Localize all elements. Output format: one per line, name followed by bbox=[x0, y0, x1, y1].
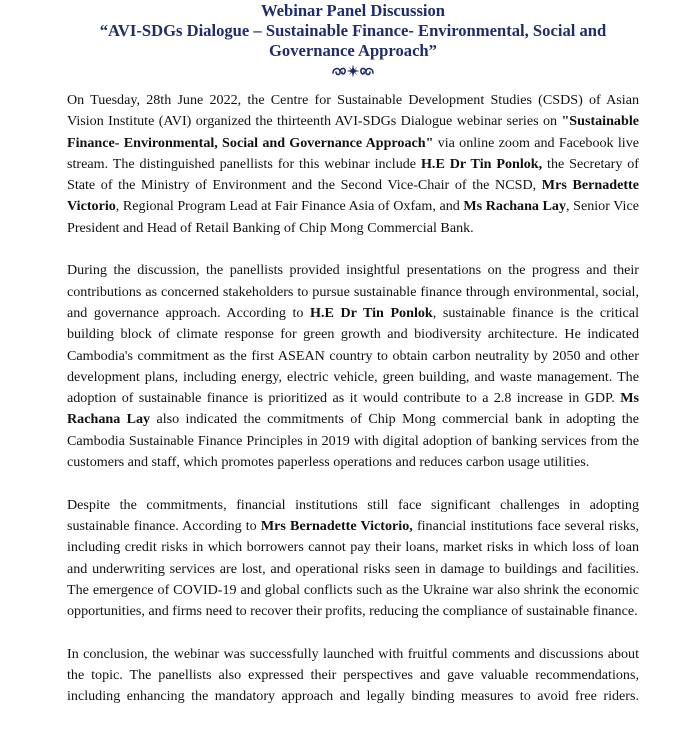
title-line-1: Webinar Panel Discussion bbox=[260, 1, 446, 20]
panellist-name-tin-ponlok: H.E Dr Tin Ponlok, bbox=[420, 155, 543, 172]
paragraph-text: via online zoom and Facebook live stream. The distinguished panellists for this webinar include bbox=[67, 134, 639, 172]
paragraph-conclusion bbox=[67, 644, 639, 708]
paragraph-text: , sustainable finance is the critical building block of climate response for green growth and biodiversity architecture. He indicated Cambodia's commitment as the first ASEAN country to obtain carbon neutrality by 2050 and other development plans, including energy, electric vehicle, green building, and waste management. The adoption of sustainable finance is prioritized as it would contribute to a 2.8 increase in GDP. bbox=[67, 304, 639, 407]
panellist-name-bernadette-victorio: Mrs Bernadette Victorio bbox=[67, 177, 639, 215]
panellist-name-bernadette-victorio: Mrs Bernadette Victorio, bbox=[260, 517, 413, 534]
webinar-topic-bold: "Sustainable Finance- Environmental, Social and Governance Approach" bbox=[67, 113, 639, 151]
title-line-3: Governance Approach” bbox=[269, 41, 437, 60]
panellist-name-tin-ponlok: H.E Dr Tin Ponlok bbox=[310, 304, 433, 321]
paragraph-text: , Regional Program Lead at Fair Finance Asia of Oxfam, and bbox=[115, 198, 464, 215]
document-body bbox=[67, 90, 639, 708]
paragraph-text: During the discussion, the panellists provided insightful presentations on the progress and their contributions as concerned stakeholders to pursue sustainable finance through environmental, social, and governance approach. According to bbox=[67, 262, 639, 321]
panellist-name-rachana-lay: Ms Rachana Lay bbox=[463, 198, 567, 215]
title-line-2: “AVI-SDGs Dialogue – Sustainable Finance- Environmental, Social and bbox=[99, 21, 607, 40]
panellist-name-rachana-lay: Ms Rachana Lay bbox=[67, 390, 639, 428]
decorative-flourish-icon bbox=[67, 62, 639, 80]
document-header bbox=[47, 0, 659, 61]
paragraph-introduction bbox=[67, 90, 639, 239]
paragraph-challenges bbox=[67, 495, 639, 623]
paragraph-text: Despite the commitments, financial institutions still face significant challenges in adopting sustainable finance. According to bbox=[67, 496, 639, 534]
paragraph-text: On Tuesday, 28th June 2022, the Centre for Sustainable Development Studies (CSDS) of Asian Vision Institute (AVI) organized the thirteenth AVI-SDGs Dialogue webinar series on bbox=[67, 92, 639, 130]
paragraph-text: also indicated the commitments of Chip Mong commercial bank in adopting the Cambodia Sustainable Finance Principles in 2019 with digital adoption of banking services from the customers and staff, which promotes paperless operations and reduces carbon usage utilities. bbox=[67, 411, 639, 471]
paragraph-text: the Secretary of State of the Ministry of Environment and the Second Vice-Chair of the NCSD, bbox=[67, 155, 639, 194]
paragraph-text: financial institutions face several risks, including credit risks in which borrowers cannot pay their loans, market risks in which loss of loan and underwriting services are lost, and operational risks seen in damage to buildings and facilities. The emergence of COVID-19 and global conflicts such as the Ukraine war also shrink the economic opportunities, and firms need to recover their profits, reducing the compliance of sustainable finance. bbox=[67, 517, 639, 620]
paragraph-discussion bbox=[67, 260, 639, 473]
paragraph-text: , Senior Vice President and Head of Retail Banking of Chip Mong Commercial Bank. bbox=[67, 198, 639, 236]
paragraph-text: In conclusion, the webinar was successfully launched with fruitful comments and discussions about the topic. The panellists also expressed their perspectives and gave valuable recommendations, including enhancing the mandatory approach and legally binding measures to avoid free riders. bbox=[67, 645, 639, 705]
document-page bbox=[67, 0, 639, 729]
